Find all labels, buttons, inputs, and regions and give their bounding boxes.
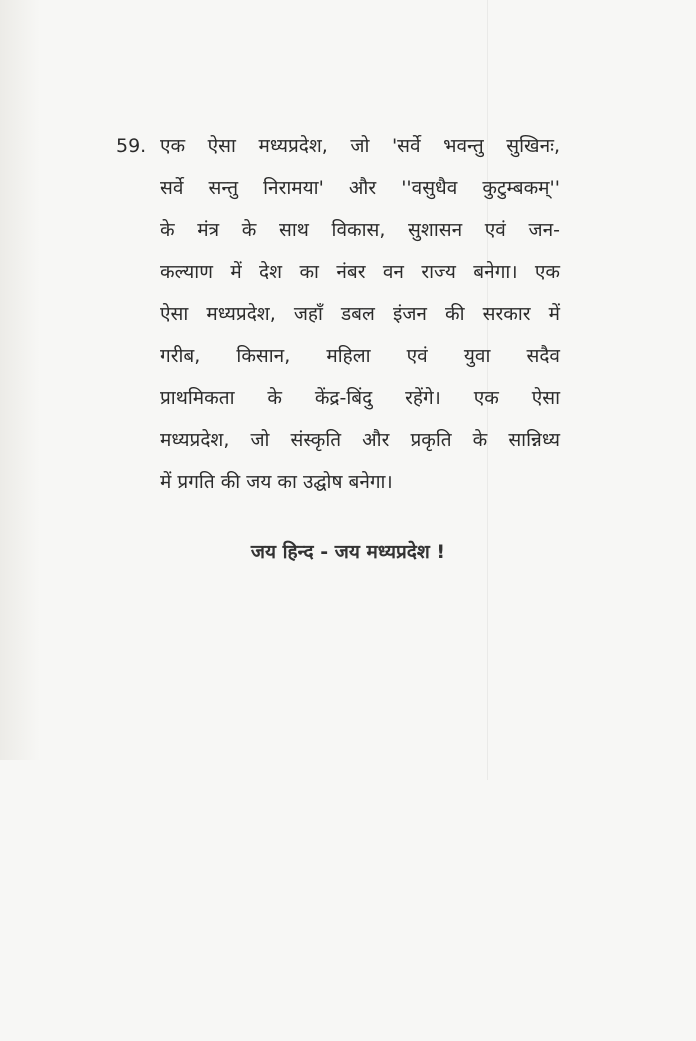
paragraph-line: के मंत्र के साथ विकास, सुशासन एवं जन- [160, 219, 560, 241]
paragraph-59 [160, 125, 560, 503]
paragraph-line: सर्वे सन्तु निरामया' और ''वसुधैव कुटुम्बकम्'' [160, 177, 560, 199]
item-number: 59. [116, 135, 147, 157]
paragraph-line: कल्याण में देश का नंबर वन राज्य बनेगा। एक [160, 261, 560, 283]
paragraph-line: ऐसा मध्यप्रदेश, जहाँ डबल इंजन की सरकार में [160, 303, 560, 325]
paragraph-line: गरीब, किसान, महिला एवं युवा सदैव [160, 345, 560, 367]
slogan: जय हिन्द - जय मध्यप्रदेश ! [250, 541, 446, 563]
paragraph-line: में प्रगति की जय का उद्घोष बनेगा। [160, 471, 393, 493]
paragraph-line: प्राथमिकता के केंद्र-बिंदु रहेंगे। एक ऐसा [160, 387, 560, 409]
paragraph-line: मध्यप्रदेश, जो संस्कृति और प्रकृति के सान्निध्य [160, 429, 560, 451]
paragraph-line: एक ऐसा मध्यप्रदेश, जो 'सर्वे भवन्तु सुखिनः, [160, 135, 560, 157]
